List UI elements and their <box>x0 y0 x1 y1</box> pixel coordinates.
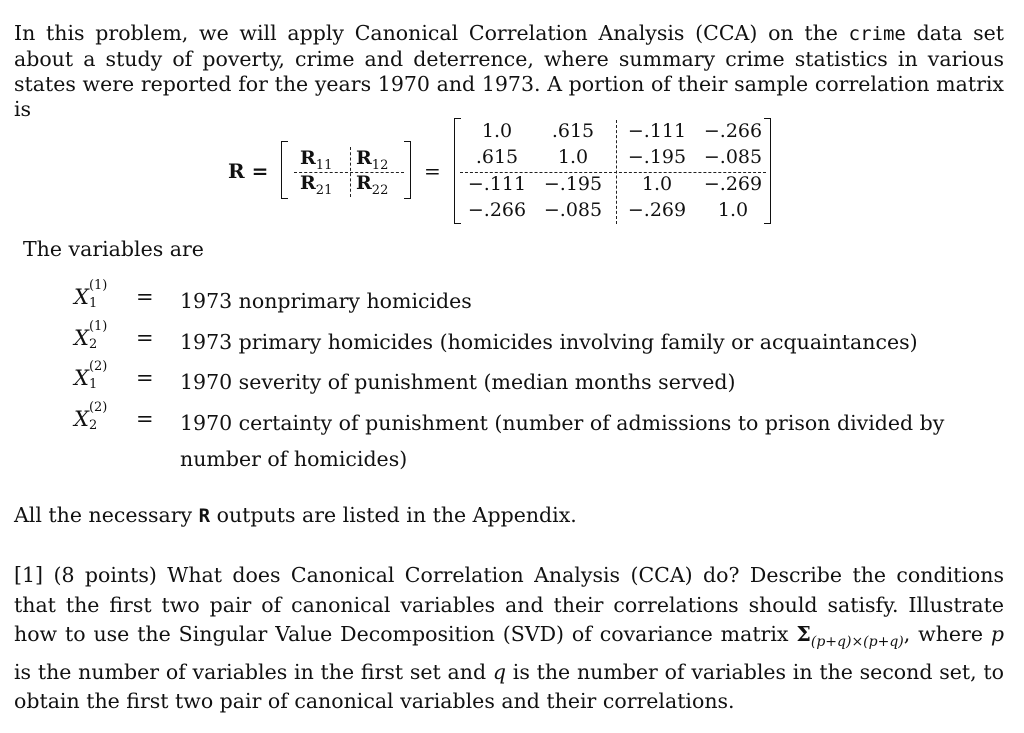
block-r22: $R_{22}$ <box>356 172 389 198</box>
matrix-lhs: R = <box>228 159 269 183</box>
matrix-cell: 1.0 <box>641 173 673 195</box>
matrix-cell: 1.0 <box>481 120 513 142</box>
block-r11: $R_{11}$ <box>300 147 333 173</box>
matrix-cell: −.085 <box>703 146 763 168</box>
matrix-cell: .615 <box>475 146 519 168</box>
matrix-cell: 1.0 <box>557 146 589 168</box>
variable-equals: = <box>136 407 154 431</box>
variable-row <box>0 359 1024 404</box>
variable-description: 1973 primary homicides (homicides involving family or acquaintances) <box>180 330 918 354</box>
variable-symbol: X (2) 2 <box>74 400 108 433</box>
block-divider-horizontal <box>294 172 404 173</box>
matrix-left-bracket <box>454 118 461 224</box>
matrix-cell: −.266 <box>703 120 763 142</box>
r-code: R <box>198 505 211 527</box>
variable-description: 1970 certainty of punishment (number of admissions to prison divided by number of homicides) <box>180 411 945 471</box>
matrix-cell: −.269 <box>703 173 763 195</box>
variable-symbol: X (1) 2 <box>74 319 108 352</box>
matrix-cell: −.085 <box>543 199 603 221</box>
numeric-matrix <box>462 118 772 226</box>
variables-heading: The variables are <box>23 237 204 261</box>
variable-row <box>0 400 1024 477</box>
variable-symbol: X (1) 1 <box>74 278 108 311</box>
dataset-name: crime <box>848 23 906 45</box>
block-r12: $R_{12}$ <box>356 147 389 173</box>
block-matrix <box>294 145 406 197</box>
matrix-cell: −.195 <box>543 173 603 195</box>
question-number: [1] (8 points) <box>14 563 157 587</box>
matrix-divider-horizontal <box>460 172 766 173</box>
intro-text-1: In this problem, we will apply Canonical Correlation Analysis (CCA) on the <box>14 21 849 45</box>
matrix-cell: −.111 <box>627 120 687 142</box>
variable-description: 1973 nonprimary homicides <box>180 289 472 313</box>
matrix-cell: −.195 <box>627 146 687 168</box>
intro-paragraph <box>14 21 1004 122</box>
variable-row <box>0 278 1024 323</box>
matrix-cell: .615 <box>551 120 595 142</box>
variable-equals: = <box>136 366 154 390</box>
variable-symbol: X (2) 1 <box>74 359 108 392</box>
correlation-matrix-equation <box>0 118 1024 228</box>
matrix-cell: −.269 <box>627 199 687 221</box>
variable-description: 1970 severity of punishment (median months served) <box>180 370 736 394</box>
block-r21: $R_{21}$ <box>300 172 333 198</box>
variable-equals: = <box>136 326 154 350</box>
appendix-note: All the necessary R outputs are listed in the Appendix. <box>14 503 577 527</box>
matrix-cell: −.111 <box>467 173 527 195</box>
intro-text-2: data set about a study of poverty, crime and deterrence, where summary crime statistics in various states were reported for the years 1970 and 1973. A portion of their sample correlation matrix is <box>14 21 1004 121</box>
matrix-equals-sign: = <box>424 159 441 183</box>
matrix-cell: 1.0 <box>717 199 749 221</box>
sigma-subscript: (p+q)×(p+q) <box>810 634 904 651</box>
variable-row <box>0 319 1024 364</box>
sigma-symbol: Σ <box>796 622 811 646</box>
matrix-cell: −.266 <box>467 199 527 221</box>
block-left-bracket <box>281 141 288 199</box>
question-paragraph: [1] (8 points) What does Canonical Correlation Analysis (CCA) do? Describe the conditions that the first two pair of canonical variables and their correlations should satisfy. Illustrate how to use the Singular Value Decomposition (SVD) of covariance matrix $\Sigma_{(p+q)\times(p+q)}$, where p is the number of variables in the first set and q is the number of variables in the second set, to obtain the first two pair of canonical variables and their correlations. <box>14 563 1004 714</box>
variable-equals: = <box>136 285 154 309</box>
